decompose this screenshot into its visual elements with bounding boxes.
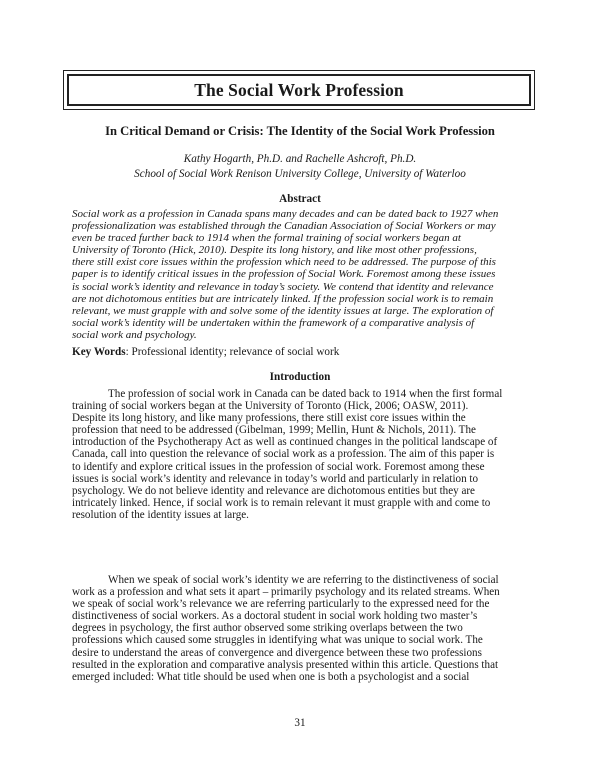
- paragraph-line: introduction of the Psychotherapy Act as well as continued changes in the political landscape of: [72, 436, 498, 449]
- abstract-text: [72, 208, 534, 341]
- abstract-line: paper is to identify critical issues in the profession of Social Work. Foremost among these issues: [72, 268, 496, 281]
- article-title: In Critical Demand or Crisis: The Identity of the Social Work Profession: [105, 124, 495, 138]
- paragraph-line: degrees in psychology, the first author observed some striking overlaps between the two: [72, 622, 463, 635]
- intro-paragraph-2: [72, 574, 534, 683]
- intro-paragraph-1: [72, 388, 534, 521]
- paragraph-line: profession that need to be addressed (Gibelman, 1999; Mellin, Hunt & Nichols, 2011). The: [72, 424, 476, 437]
- banner-inner-frame: [67, 74, 531, 106]
- abstract-line: is social work’s identity and relevance in today’s society. We contend that identity and relevance: [72, 280, 494, 293]
- page-number: 31: [294, 717, 306, 729]
- paragraph-line: training of social workers began at the University of Toronto (Hick, 2006; OASW, 2011).: [72, 400, 469, 413]
- paragraph-line: intricately linked. Hence, if social work is to remain relevant it must grapple with and come to: [72, 496, 491, 509]
- abstract-line: there still exist core issues within the profession which need to be addressed. The purpose of this: [72, 256, 496, 269]
- abstract-line: social work and psychology.: [72, 328, 197, 341]
- paragraph-line: desire to understand the areas of convergence and divergence between these two professions: [72, 646, 482, 659]
- keywords-text: : Professional identity; relevance of social work: [125, 346, 340, 358]
- paragraph-line: emerged included: What title should be used when one is both a psychologist and a social: [72, 670, 470, 683]
- introduction-heading: Introduction: [269, 371, 331, 383]
- abstract-heading: Abstract: [279, 193, 321, 205]
- author-block: [0, 152, 600, 181]
- abstract-line: are not dichotomous entities but are intricately linked. If the profession social work is to remain: [72, 292, 494, 305]
- keywords: [72, 346, 339, 358]
- abstract-line: professionalization was established through the Canadian Association of Social Workers or may: [72, 220, 496, 233]
- paragraph-line: psychology. We do not believe identity and relevance are dichotomous entities but they are: [72, 484, 475, 497]
- paragraph-line: resolution of the identity issues at large.: [72, 508, 249, 521]
- paragraph-line: distinctiveness of social workers. As a doctoral student in social work holding two master’s: [72, 610, 478, 623]
- abstract-line: Social work as a profession in Canada spans many decades and can be dated back to 1927 when: [72, 208, 499, 220]
- paragraph-line: to identify and explore critical issues in the profession of social work. Foremost among these: [72, 460, 485, 473]
- paragraph-line: The profession of social work in Canada can be dated back to 1914 when the first formal: [108, 388, 503, 400]
- abstract-line: relevant, we must grapple with and solve some of the identity issues at large. The exploration of: [72, 304, 494, 317]
- paragraph-line: resulted in the exploration and comparative analysis presented within this article. Questions that: [72, 658, 499, 671]
- paragraph-line: we speak of social work’s relevance we are referring particularly to the expressed need for the: [72, 598, 490, 611]
- journal-section-banner: [63, 70, 535, 110]
- abstract-line: social work’s identity will be undertaken within the framework of a comparative analysis of: [72, 316, 475, 329]
- abstract-line: University of Toronto (Hick, 2010). Despite its long history, and like most other professions,: [72, 244, 477, 257]
- paragraph-line: Despite its long history, and like many professions, there still exist core issues within the: [72, 412, 466, 425]
- paragraph-line: issues is social work’s identity and relevance in today’s world and particularly in relation to: [72, 472, 479, 485]
- author-affiliation: School of Social Work Renison University College, University of Waterloo: [134, 167, 466, 180]
- abstract-line: even be traced further back to 1914 when the formal training of social workers began at: [72, 232, 461, 245]
- author-names: Kathy Hogarth, Ph.D. and Rachelle Ashcroft, Ph.D.: [183, 153, 417, 165]
- paragraph-line: professions which caused some struggles in identifying what was unique to social work. The: [72, 634, 483, 647]
- paragraph-line: work as a profession and what sets it apart – primarily psychology and its related streams. When: [72, 586, 500, 599]
- paragraph-line: Canada, call into question the relevance of social work as a profession. The aim of this paper is: [72, 448, 495, 461]
- paragraph-line: When we speak of social work’s identity we are referring to the distinctiveness of social: [108, 574, 499, 586]
- keywords-label: Key Words: [72, 346, 126, 358]
- banner-title: The Social Work Profession: [194, 79, 404, 100]
